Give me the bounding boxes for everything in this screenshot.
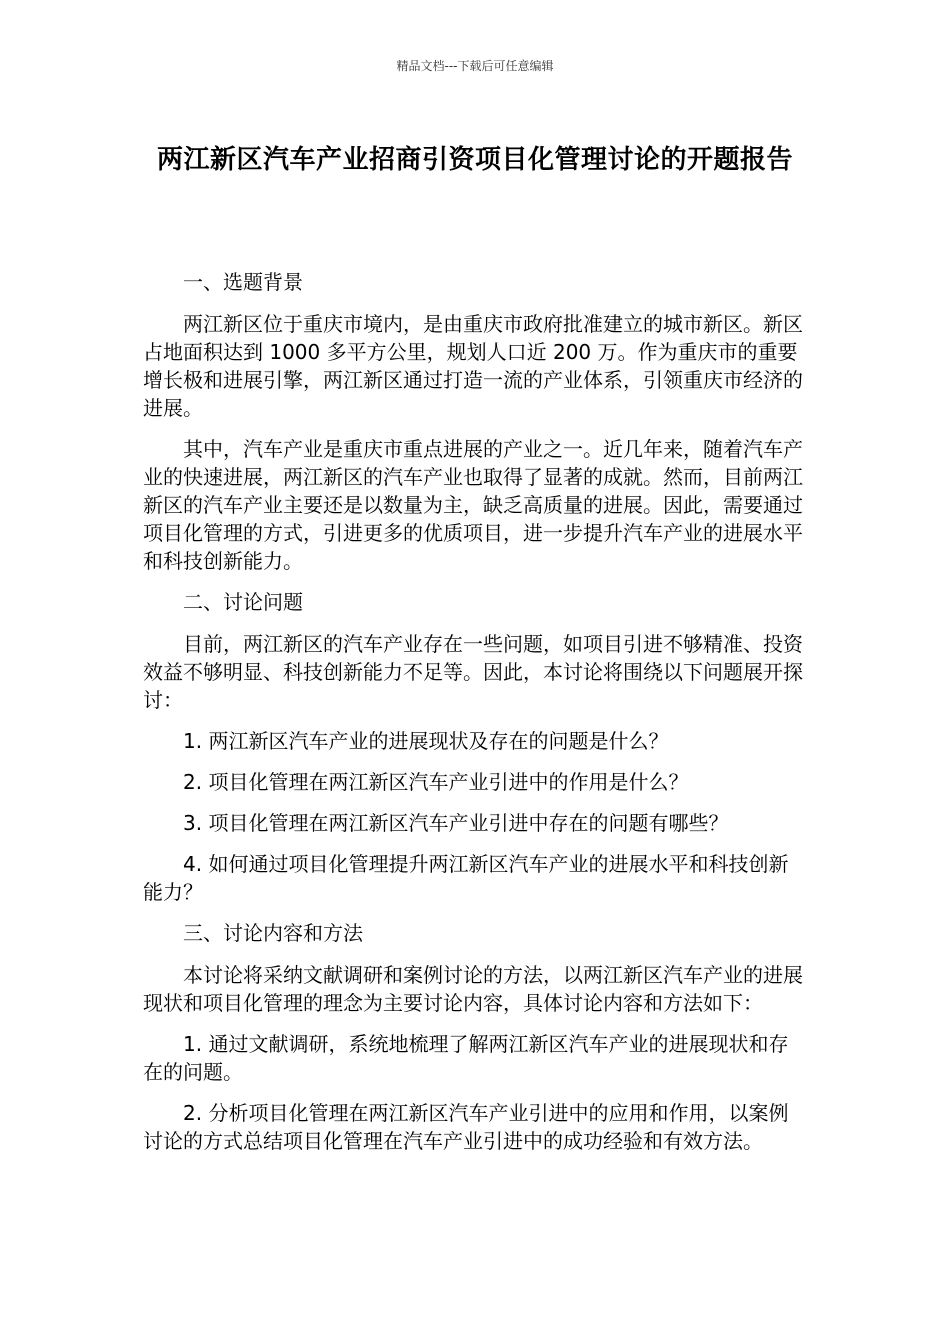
list-item: 1. 两江新区汽车产业的进展现状及存在的问题是什么？ [183,729,669,753]
paragraph: 目前，两江新区的汽车产业存在一些问题，如项目引进不够精准、投资效益不够明显、科技创新能力不足等。因此，本讨论将围绕以下问题展开探讨： [143,632,803,712]
list-item: 2. 分析项目化管理在两江新区汽车产业引进中的应用和作用，以案例讨论的方式总结项目化管理在汽车产业引进中的成功经验和有效方法。 [143,1101,789,1153]
document-body [143,268,803,1168]
list-item: 1. 通过文献调研，系统地梳理了解两江新区汽车产业的进展现状和存在的问题。 [143,1032,789,1084]
list-item: 3. 项目化管理在两江新区汽车产业引进中存在的问题有哪些？ [183,811,729,835]
section-heading-questions: 二、讨论问题 [183,590,303,614]
section-heading-methods: 三、讨论内容和方法 [183,921,363,945]
paragraph: 两江新区位于重庆市境内，是由重庆市政府批准建立的城市新区。新区占地面积达到 1000 多平方公里，规划人口近 200 万。作为重庆市的重要增长极和进展引擎，两江新区通过打造一流的产业体系，引领重庆市经济的进展。 [143,312,803,420]
paragraph: 其中，汽车产业是重庆市重点进展的产业之一。近几年来，随着汽车产业的快速进展，两江新区的汽车产业也取得了显著的成就。然而，目前两江新区的汽车产业主要还是以数量为主，缺乏高质量的进展。因此，需要通过项目化管理的方式，引进更多的优质项目，进一步提升汽车产业的进展水平和科技创新能力。 [143,437,803,573]
list-item: 4. 如何通过项目化管理提升两江新区汽车产业的进展水平和科技创新能力？ [143,852,789,904]
section-heading-background: 一、选题背景 [183,270,303,294]
document-title: 两江新区汽车产业招商引资项目化管理讨论的开题报告 [156,145,793,175]
list-item: 2. 项目化管理在两江新区汽车产业引进中的作用是什么？ [183,770,689,794]
paragraph: 本讨论将采纳文献调研和案例讨论的方法，以两江新区汽车产业的进展现状和项目化管理的理念为主要讨论内容，具体讨论内容和方法如下： [143,963,803,1015]
header-note: 精品文档---下载后可任意编辑 [396,59,554,73]
